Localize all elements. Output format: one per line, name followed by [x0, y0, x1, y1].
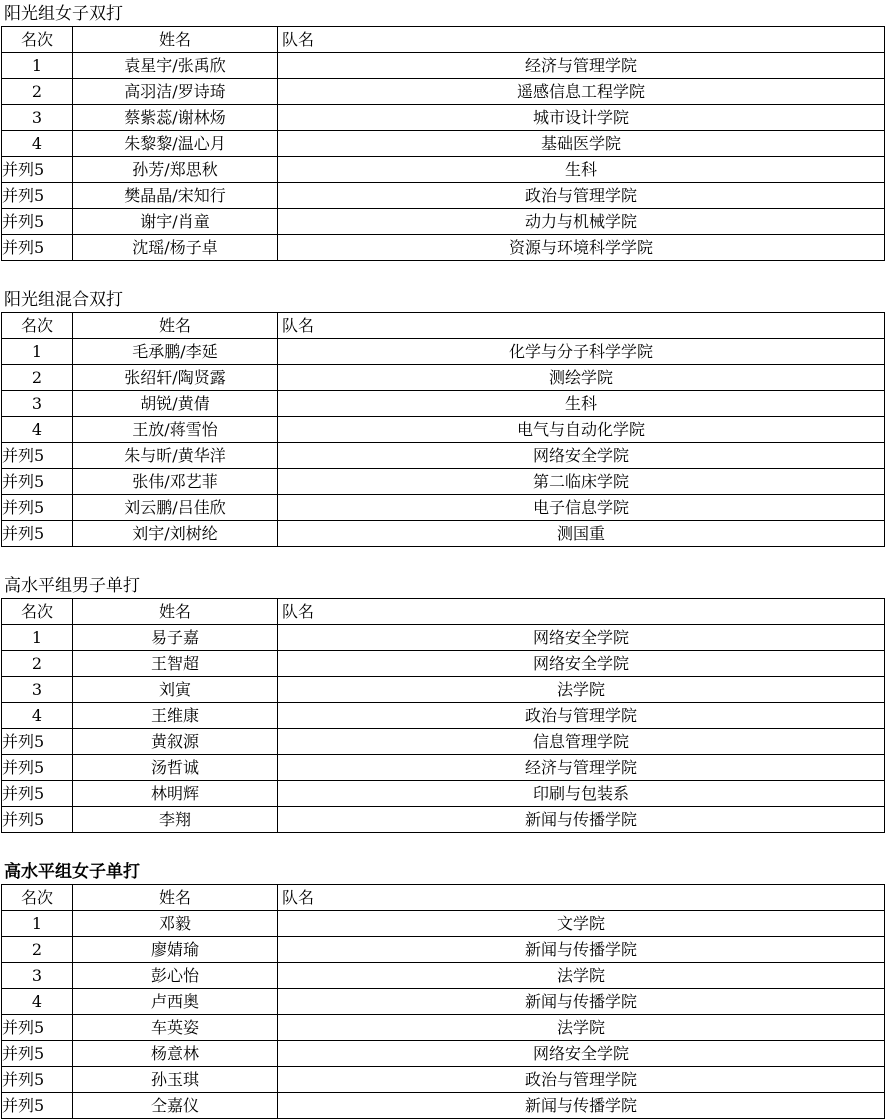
cell-team: 城市设计学院 — [278, 105, 885, 131]
header-name: 姓名 — [73, 313, 278, 339]
cell-rank: 并列5 — [2, 729, 73, 755]
table-row — [2, 131, 885, 157]
cell-name: 林明辉 — [73, 781, 278, 807]
cell-rank: 并列5 — [2, 235, 73, 261]
table-row — [2, 1015, 885, 1041]
results-table — [1, 312, 885, 547]
cell-team: 新闻与传播学院 — [278, 807, 885, 833]
table-row — [2, 781, 885, 807]
cell-rank: 并列5 — [2, 781, 73, 807]
cell-name: 李翔 — [73, 807, 278, 833]
cell-team: 基础医学院 — [278, 131, 885, 157]
cell-rank: 并列5 — [2, 183, 73, 209]
cell-rank: 并列5 — [2, 1067, 73, 1093]
table-row — [2, 79, 885, 105]
cell-name: 谢宇/肖童 — [73, 209, 278, 235]
cell-team: 新闻与传播学院 — [278, 937, 885, 963]
header-name: 姓名 — [73, 885, 278, 911]
table-row — [2, 1067, 885, 1093]
table-row — [2, 963, 885, 989]
header-team: 队名 — [278, 885, 885, 911]
cell-name: 邓毅 — [73, 911, 278, 937]
table-row — [2, 495, 885, 521]
cell-name: 孙芳/郑思秋 — [73, 157, 278, 183]
section-title: 高水平组女子单打 — [4, 862, 140, 882]
table-row — [2, 469, 885, 495]
cell-rank: 并列5 — [2, 1041, 73, 1067]
cell-rank: 并列5 — [2, 807, 73, 833]
cell-team: 测国重 — [278, 521, 885, 547]
section-title: 阳光组女子双打 — [4, 4, 123, 24]
cell-rank: 并列5 — [2, 209, 73, 235]
cell-team: 网络安全学院 — [278, 1041, 885, 1067]
table-row — [2, 235, 885, 261]
table-header-row — [2, 599, 885, 625]
table-row — [2, 755, 885, 781]
cell-team: 网络安全学院 — [278, 443, 885, 469]
cell-rank: 3 — [2, 677, 73, 703]
results-table — [1, 598, 885, 833]
cell-name: 樊晶晶/宋知行 — [73, 183, 278, 209]
cell-name: 杨意林 — [73, 1041, 278, 1067]
cell-name: 王维康 — [73, 703, 278, 729]
cell-rank: 4 — [2, 417, 73, 443]
cell-rank: 并列5 — [2, 443, 73, 469]
cell-team: 文学院 — [278, 911, 885, 937]
cell-name: 胡锐/黄倩 — [73, 391, 278, 417]
table-row — [2, 443, 885, 469]
cell-team: 法学院 — [278, 963, 885, 989]
cell-rank: 并列5 — [2, 495, 73, 521]
cell-team: 动力与机械学院 — [278, 209, 885, 235]
cell-team: 网络安全学院 — [278, 625, 885, 651]
cell-rank: 并列5 — [2, 1015, 73, 1041]
cell-rank: 并列5 — [2, 1093, 73, 1119]
table-row — [2, 183, 885, 209]
cell-name: 蔡紫蕊/谢林炀 — [73, 105, 278, 131]
cell-team: 法学院 — [278, 1015, 885, 1041]
cell-team: 经济与管理学院 — [278, 53, 885, 79]
cell-name: 朱黎黎/温心月 — [73, 131, 278, 157]
cell-name: 王放/蒋雪怡 — [73, 417, 278, 443]
table-row — [2, 625, 885, 651]
header-rank: 名次 — [2, 313, 73, 339]
cell-name: 高羽洁/罗诗琦 — [73, 79, 278, 105]
cell-name: 朱与昕/黄华洋 — [73, 443, 278, 469]
cell-name: 张绍轩/陶贤露 — [73, 365, 278, 391]
table-row — [2, 807, 885, 833]
table-row — [2, 105, 885, 131]
table-row — [2, 703, 885, 729]
results-table — [1, 884, 885, 1119]
cell-team: 测绘学院 — [278, 365, 885, 391]
cell-rank: 4 — [2, 131, 73, 157]
cell-name: 仝嘉仪 — [73, 1093, 278, 1119]
header-team: 队名 — [278, 599, 885, 625]
table-row — [2, 677, 885, 703]
cell-name: 孙玉琪 — [73, 1067, 278, 1093]
section-title: 高水平组男子单打 — [4, 576, 140, 596]
table-row — [2, 521, 885, 547]
table-row — [2, 209, 885, 235]
header-rank: 名次 — [2, 599, 73, 625]
cell-rank: 并列5 — [2, 469, 73, 495]
cell-team: 政治与管理学院 — [278, 703, 885, 729]
cell-rank: 3 — [2, 391, 73, 417]
cell-rank: 4 — [2, 703, 73, 729]
cell-team: 网络安全学院 — [278, 651, 885, 677]
cell-name: 毛承鹏/李延 — [73, 339, 278, 365]
cell-name: 易子嘉 — [73, 625, 278, 651]
cell-rank: 并列5 — [2, 755, 73, 781]
cell-rank: 并列5 — [2, 157, 73, 183]
cell-team: 第二临床学院 — [278, 469, 885, 495]
cell-rank: 3 — [2, 963, 73, 989]
cell-team: 信息管理学院 — [278, 729, 885, 755]
cell-rank: 2 — [2, 651, 73, 677]
cell-name: 彭心怡 — [73, 963, 278, 989]
cell-name: 黄叙源 — [73, 729, 278, 755]
cell-rank: 并列5 — [2, 521, 73, 547]
table-row — [2, 391, 885, 417]
cell-team: 印刷与包装系 — [278, 781, 885, 807]
cell-team: 经济与管理学院 — [278, 755, 885, 781]
header-team: 队名 — [278, 27, 885, 53]
cell-rank: 3 — [2, 105, 73, 131]
section-3 — [0, 572, 885, 833]
results-table — [1, 26, 885, 261]
table-row — [2, 651, 885, 677]
table-row — [2, 157, 885, 183]
cell-team: 化学与分子科学学院 — [278, 339, 885, 365]
cell-rank: 1 — [2, 339, 73, 365]
cell-team: 生科 — [278, 391, 885, 417]
table-row — [2, 937, 885, 963]
table-row — [2, 417, 885, 443]
cell-team: 新闻与传播学院 — [278, 1093, 885, 1119]
cell-name: 沈瑶/杨子卓 — [73, 235, 278, 261]
cell-team: 资源与环境科学学院 — [278, 235, 885, 261]
section-title: 阳光组混合双打 — [4, 290, 123, 310]
table-row — [2, 1093, 885, 1119]
cell-team: 新闻与传播学院 — [278, 989, 885, 1015]
table-header-row — [2, 27, 885, 53]
cell-name: 廖婧瑜 — [73, 937, 278, 963]
cell-rank: 1 — [2, 625, 73, 651]
cell-team: 电气与自动化学院 — [278, 417, 885, 443]
section-2 — [0, 286, 885, 547]
cell-rank: 4 — [2, 989, 73, 1015]
cell-name: 车英姿 — [73, 1015, 278, 1041]
cell-name: 张伟/邓艺菲 — [73, 469, 278, 495]
header-team: 队名 — [278, 313, 885, 339]
cell-team: 遥感信息工程学院 — [278, 79, 885, 105]
cell-name: 卢西奥 — [73, 989, 278, 1015]
cell-name: 刘宇/刘树纶 — [73, 521, 278, 547]
header-rank: 名次 — [2, 885, 73, 911]
cell-name: 刘寅 — [73, 677, 278, 703]
table-row — [2, 729, 885, 755]
section-4 — [0, 858, 885, 1119]
table-header-row — [2, 885, 885, 911]
cell-name: 汤哲诚 — [73, 755, 278, 781]
header-name: 姓名 — [73, 599, 278, 625]
cell-name: 刘云鹏/吕佳欣 — [73, 495, 278, 521]
header-name: 姓名 — [73, 27, 278, 53]
cell-rank: 2 — [2, 79, 73, 105]
table-row — [2, 365, 885, 391]
table-header-row — [2, 313, 885, 339]
cell-team: 电子信息学院 — [278, 495, 885, 521]
table-row — [2, 53, 885, 79]
cell-team: 政治与管理学院 — [278, 1067, 885, 1093]
table-row — [2, 911, 885, 937]
cell-rank: 2 — [2, 365, 73, 391]
cell-rank: 1 — [2, 53, 73, 79]
table-row — [2, 339, 885, 365]
cell-team: 生科 — [278, 157, 885, 183]
cell-team: 法学院 — [278, 677, 885, 703]
section-1 — [0, 0, 885, 261]
cell-rank: 2 — [2, 937, 73, 963]
cell-name: 王智超 — [73, 651, 278, 677]
cell-rank: 1 — [2, 911, 73, 937]
cell-team: 政治与管理学院 — [278, 183, 885, 209]
cell-name: 袁星宇/张禹欣 — [73, 53, 278, 79]
header-rank: 名次 — [2, 27, 73, 53]
table-row — [2, 989, 885, 1015]
table-row — [2, 1041, 885, 1067]
